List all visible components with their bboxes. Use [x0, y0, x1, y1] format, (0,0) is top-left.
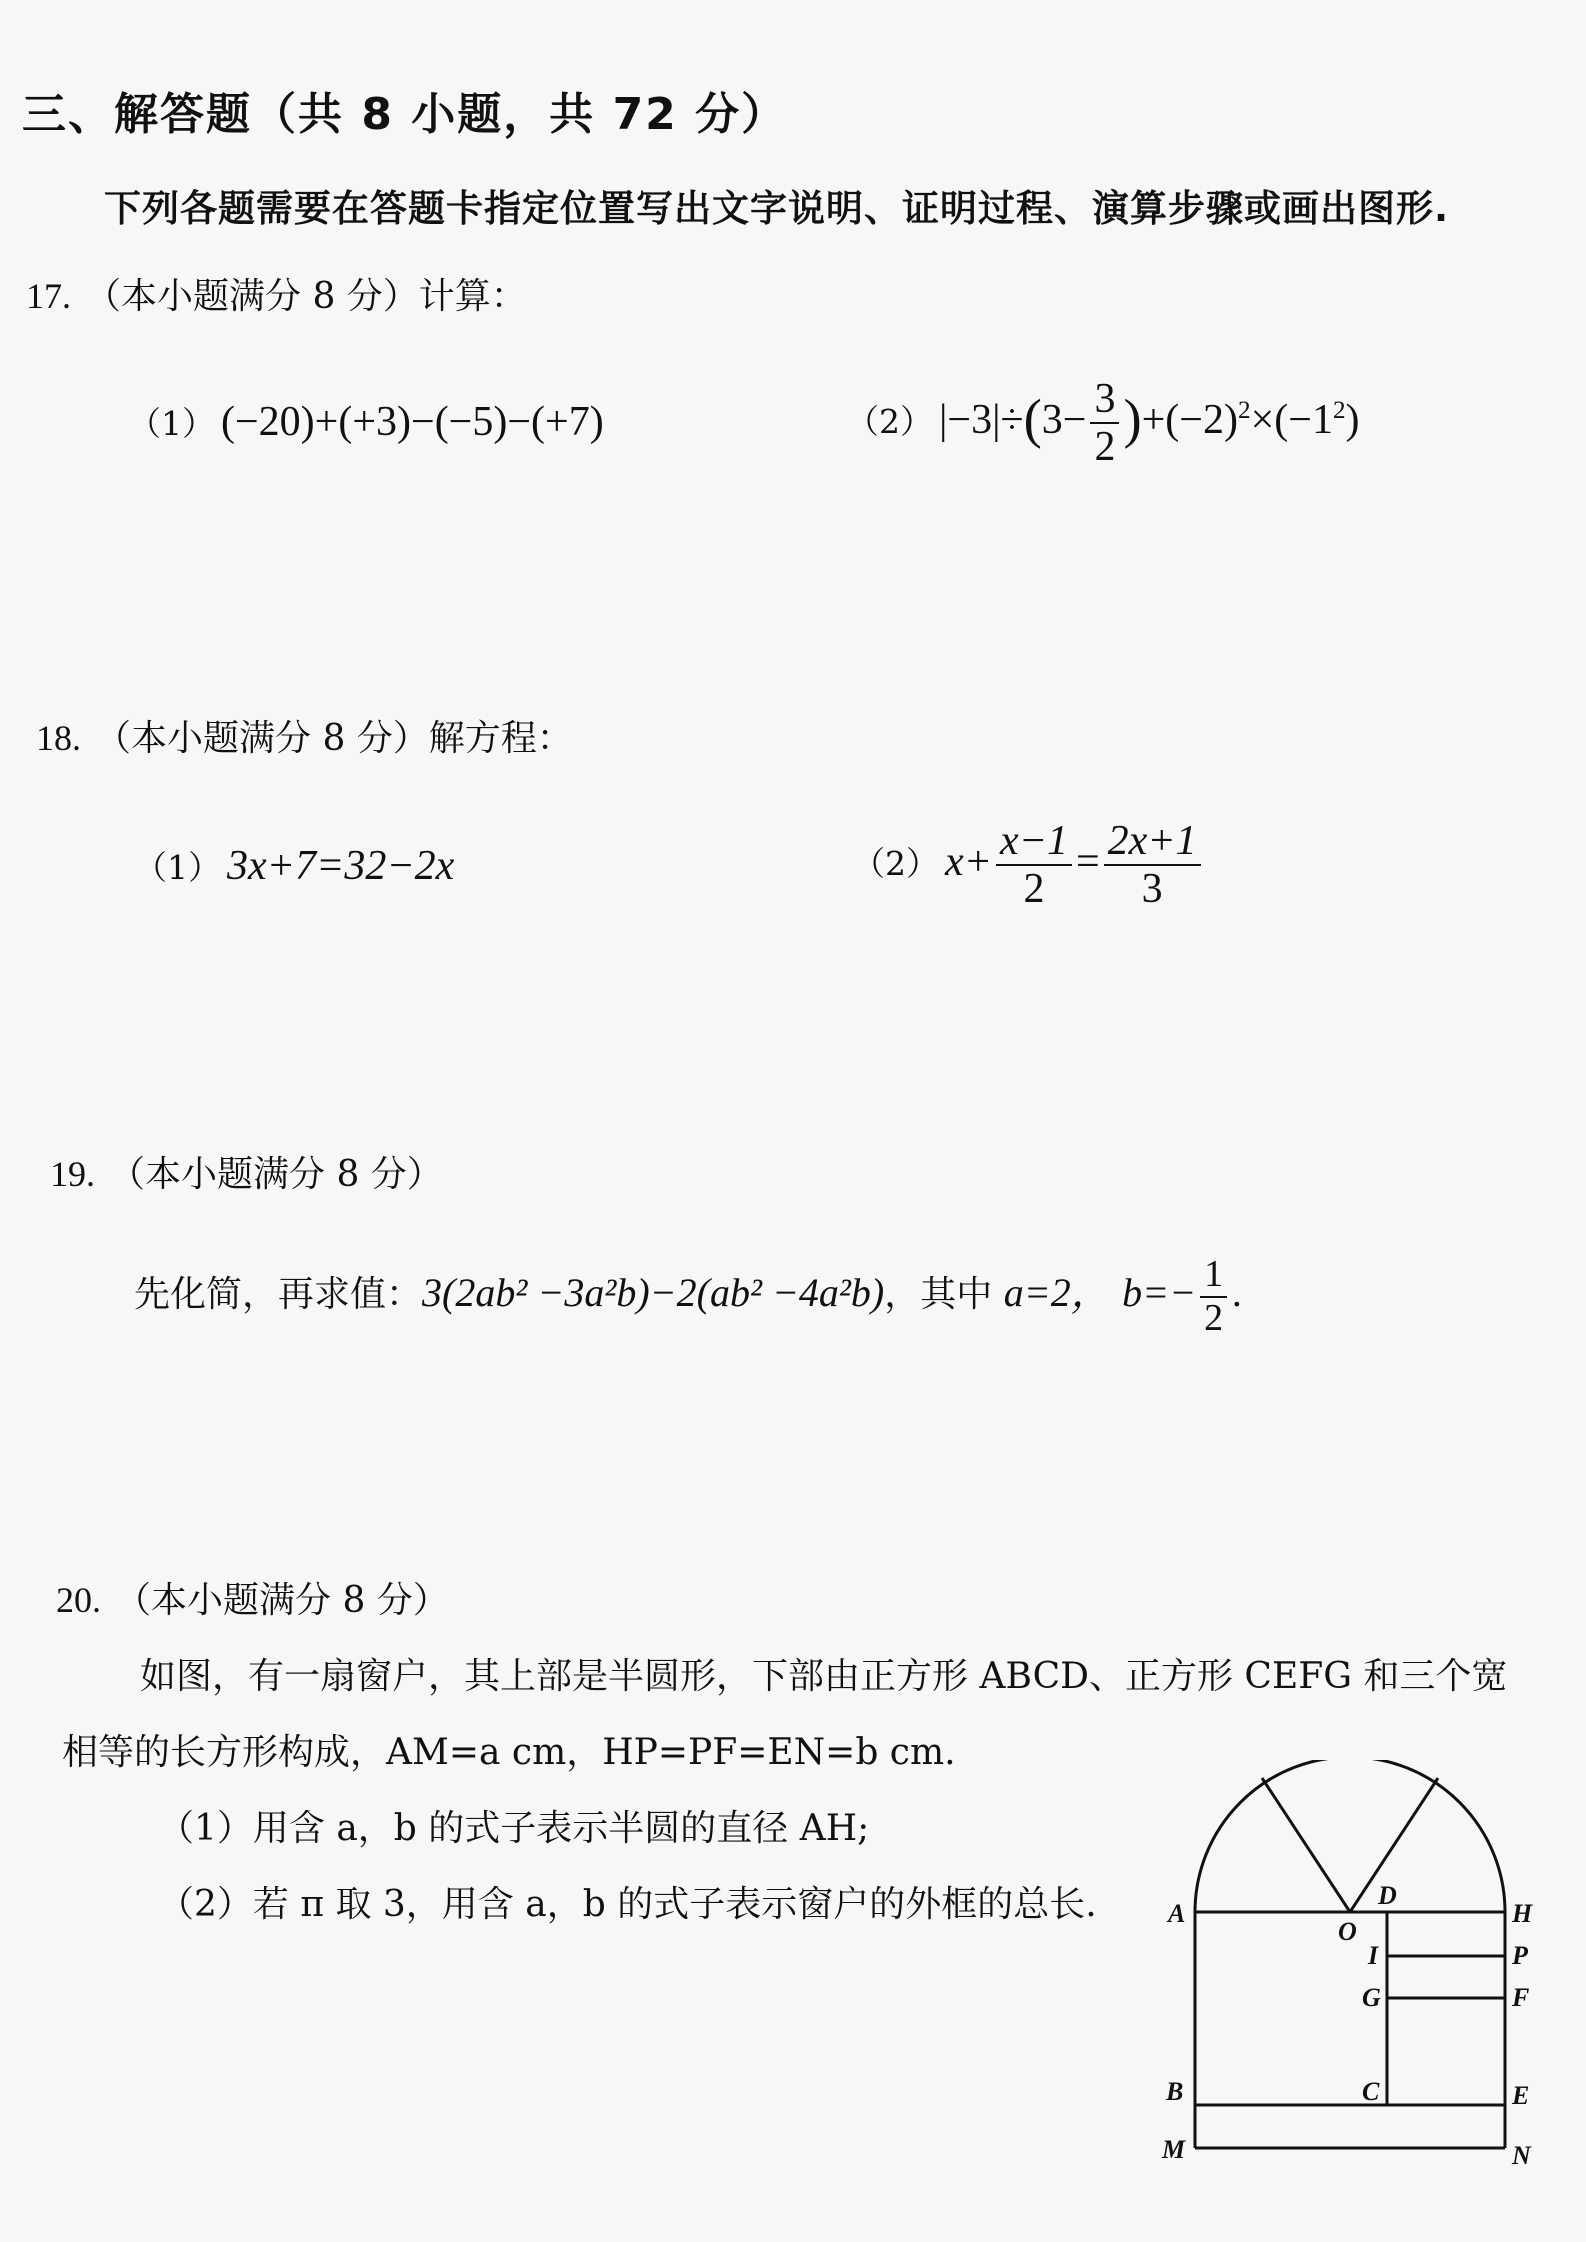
q19-b-numerator: 1	[1200, 1254, 1227, 1298]
q17-part2-c: +(−2)	[1141, 396, 1238, 443]
q17-paren-open: (	[1023, 387, 1042, 449]
label-I: I	[1368, 1941, 1379, 1970]
q18-fraction-right-denominator: 3	[1141, 866, 1163, 913]
q19-period: .	[1231, 1273, 1243, 1315]
q19-b-denominator: 2	[1204, 1296, 1224, 1339]
q17-fraction-numerator: 3	[1090, 376, 1119, 424]
q19-b-fraction	[1200, 1254, 1227, 1340]
q17-fraction	[1090, 376, 1119, 470]
q18-fraction-left	[996, 818, 1072, 912]
q17-head: （本小题满分 8 分）计算：	[85, 276, 527, 317]
q18-part2	[852, 818, 1205, 912]
q18-head: （本小题满分 8 分）解方程：	[95, 718, 573, 759]
label-D: D	[1378, 1881, 1397, 1910]
label-F: F	[1512, 1983, 1530, 2012]
q18-part1-expr: 3x+7=32−2x	[227, 843, 455, 889]
q20-header	[56, 1572, 449, 1623]
q19-where: ，其中	[884, 1273, 993, 1315]
label-N: N	[1512, 2141, 1531, 2170]
q19-number: 19.	[50, 1154, 95, 1194]
q18-part1	[134, 842, 454, 890]
q18-part2-mark: （2）	[852, 843, 939, 883]
q20-sub2: （2）若 π 取 3，用含 a，b 的式子表示窗户的外框的总长.	[158, 1884, 1097, 1925]
q18-fraction-right-numerator: 2x+1	[1104, 818, 1201, 866]
q18-number: 18.	[36, 718, 81, 758]
q17-fraction-denominator: 2	[1094, 424, 1116, 471]
q19-head: （本小题满分 8 分）	[109, 1154, 443, 1195]
label-C: C	[1362, 2077, 1380, 2106]
sector-line-left	[1262, 1778, 1350, 1912]
q17-part2	[846, 376, 1360, 470]
q17-exp1: 2	[1237, 396, 1251, 424]
q17-part2-mark: （2）	[846, 401, 933, 441]
label-A: A	[1168, 1899, 1186, 1928]
label-O: O	[1338, 1917, 1357, 1946]
q17-paren-close: )	[1123, 387, 1142, 449]
q17-exp2: 2	[1332, 396, 1346, 424]
q20-line1: 如图，有一扇窗户，其上部是半圆形，下部由正方形 ABCD、正方形 CEFG 和三个宽	[140, 1656, 1508, 1697]
q18-equals: =	[1075, 838, 1100, 885]
q19-lead: 先化简，再求值：	[134, 1273, 423, 1315]
q17-part1-mark: （1）	[128, 404, 215, 443]
q18-header	[36, 710, 573, 761]
label-H: H	[1512, 1899, 1533, 1928]
q19-expression: 3(2ab² −3a²b)−2(ab² −4a²b)	[422, 1269, 885, 1315]
label-E: E	[1512, 2081, 1530, 2110]
q18-part1-mark: （1）	[134, 848, 221, 887]
q17-number: 17.	[26, 276, 71, 316]
q17-part2-b: 3−	[1041, 396, 1087, 443]
q20-number: 20.	[56, 1580, 101, 1620]
q19-body	[134, 1254, 1243, 1340]
label-B: B	[1166, 2077, 1184, 2106]
q19-header	[50, 1146, 443, 1197]
label-G: G	[1362, 1983, 1381, 2012]
q18-fraction-left-denominator: 2	[1023, 866, 1045, 913]
q18-part2-x: x+	[945, 838, 992, 885]
section-title: 三、解答题（共 8 小题，共 72 分）	[22, 89, 788, 140]
q20-head: （本小题满分 8 分）	[115, 1580, 449, 1621]
q18-fraction-left-numerator: x−1	[996, 818, 1072, 866]
q17-header	[26, 268, 527, 319]
q17-part1	[128, 398, 604, 446]
window-figure	[1150, 1760, 1550, 2190]
semicircle-arc	[1195, 1760, 1505, 1912]
q17-part2-a: |−3|÷	[939, 396, 1024, 443]
q19-b-value: b=−	[1122, 1269, 1197, 1315]
q18-fraction-right	[1104, 818, 1201, 912]
label-M: M	[1162, 2135, 1186, 2164]
instruction-text: 下列各题需要在答题卡指定位置写出文字说明、证明过程、演算步骤或画出图形.	[104, 187, 1450, 230]
q17-part1-expr: (−20)+(+3)−(−5)−(+7)	[221, 399, 604, 445]
q19-a-value: a=2，	[1003, 1269, 1111, 1315]
label-P: P	[1512, 1941, 1528, 1970]
q17-part2-d: ×(−1	[1250, 396, 1333, 443]
q17-part2-e: )	[1345, 396, 1360, 443]
q20-sub1: （1）用含 a，b 的式子表示半圆的直径 AH;	[158, 1808, 870, 1849]
q20-line2: 相等的长方形构成，AM=a cm，HP=PF=EN=b cm.	[62, 1732, 956, 1773]
